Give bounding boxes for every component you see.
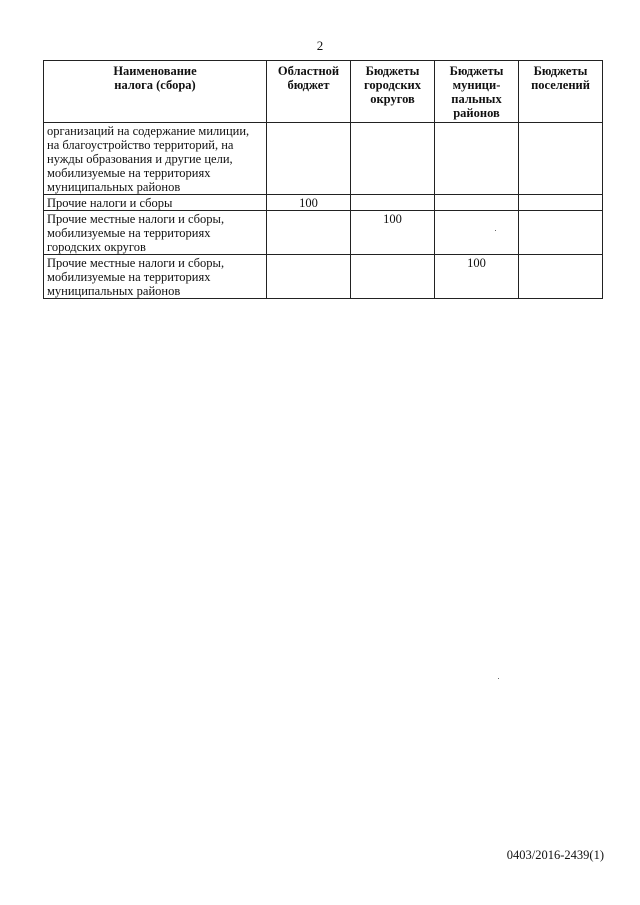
oblast-budget-cell: 100 xyxy=(267,195,351,211)
city-district-budget-cell xyxy=(351,195,435,211)
municipal-district-budget-cell xyxy=(435,195,519,211)
table-row xyxy=(44,211,603,255)
scan-speck xyxy=(498,678,499,679)
header-municipal-district-budgets-text: Бюджеты муници- пальных районов xyxy=(449,64,504,120)
header-city-district-budgets-text: Бюджеты городских округов xyxy=(364,64,421,106)
settlement-budget-cell xyxy=(519,123,603,195)
municipal-district-budget-cell xyxy=(435,211,519,255)
city-district-budget-cell xyxy=(351,123,435,195)
tax-name-cell: Прочие местные налоги и сборы, мобилизуемые на территориях городских округов xyxy=(44,211,267,255)
settlement-budget-cell xyxy=(519,195,603,211)
header-settlement-budgets xyxy=(519,61,603,123)
municipal-district-budget-cell xyxy=(435,123,519,195)
page-number: 2 xyxy=(316,38,324,53)
city-district-budget-cell xyxy=(351,255,435,299)
settlement-budget-cell xyxy=(519,211,603,255)
table-row xyxy=(44,123,603,195)
table-header-row xyxy=(44,61,603,123)
header-tax-name-text: Наименование налога (сбора) xyxy=(113,64,197,92)
municipal-district-budget-cell: 100 xyxy=(435,255,519,299)
header-city-district-budgets xyxy=(351,61,435,123)
header-oblast-budget-text: Областной бюджет xyxy=(277,64,340,92)
oblast-budget-cell xyxy=(267,123,351,195)
table-row xyxy=(44,195,603,211)
city-district-budget-cell: 100 xyxy=(351,211,435,255)
oblast-budget-cell xyxy=(267,211,351,255)
tax-name-cell: Прочие местные налоги и сборы, мобилизуемые на территориях муниципальных районов xyxy=(44,255,267,299)
table-row xyxy=(44,255,603,299)
oblast-budget-cell xyxy=(267,255,351,299)
header-tax-name xyxy=(44,61,267,123)
header-municipal-district-budgets xyxy=(435,61,519,123)
header-settlement-budgets-text: Бюджеты поселений xyxy=(531,64,590,92)
document-code: 0403/2016-2439(1) xyxy=(506,848,604,862)
tax-name-cell: организаций на содержание милиции, на благоустройство территорий, на нужды образования и другие цели, мобилизуемые на территориях муниципальных районов xyxy=(44,123,267,195)
header-oblast-budget xyxy=(267,61,351,123)
tax-name-cell: Прочие налоги и сборы xyxy=(44,195,267,211)
tax-distribution-table xyxy=(43,60,603,299)
scan-speck xyxy=(495,230,496,231)
settlement-budget-cell xyxy=(519,255,603,299)
